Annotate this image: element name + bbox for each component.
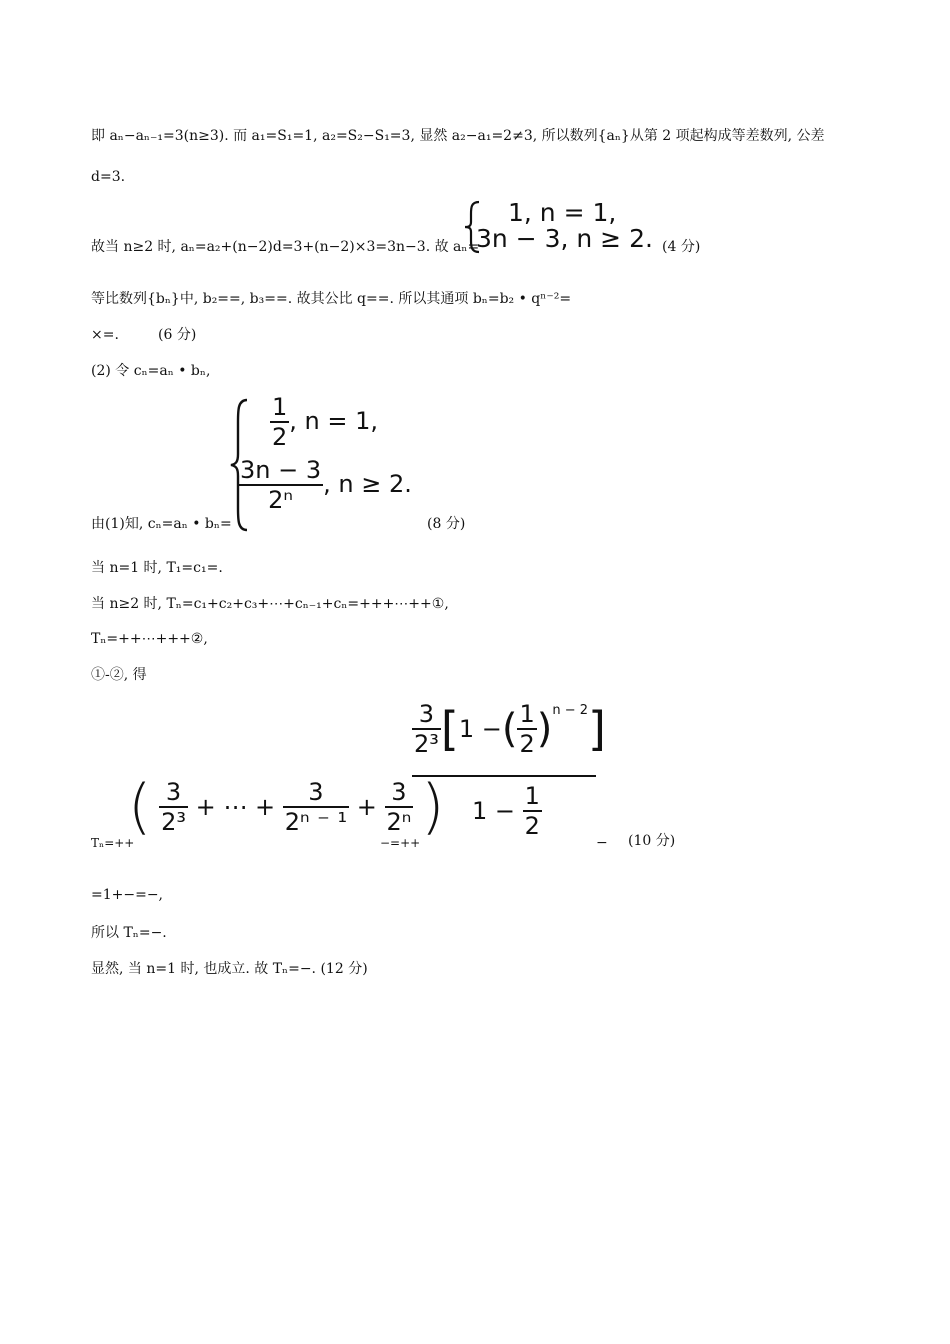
text-line-12a: Tₙ=++	[91, 836, 135, 850]
text-line-6: (2) 令 cₙ=aₙ • bₙ,	[91, 363, 211, 379]
cn-case2-den: 2ⁿ	[238, 484, 323, 514]
geo-denom-num: 1	[524, 782, 540, 810]
sum-bracket-expr	[128, 772, 444, 842]
cn-case1-num: 1	[272, 393, 288, 421]
cn-case1-den: 2	[272, 423, 288, 451]
geo-lparen: (	[501, 706, 518, 752]
geo-half-frac	[517, 700, 536, 758]
cn-case-1	[270, 393, 378, 451]
score-8: (8 分)	[427, 516, 466, 532]
cn-case1-fraction	[270, 393, 289, 451]
right-bracket: ]	[588, 702, 606, 756]
cn-case2-num: 3n − 3	[240, 456, 322, 484]
text-line-7: 由(1)知, cₙ=aₙ • bₙ=	[91, 516, 232, 532]
text-line-1: 即 aₙ−aₙ₋₁=3(n≥3). 而 a₁=S₁=1, a₂=S₂−S₁=3, 显然 a₂−a₁=2≠3, 所以数列{aₙ}从第 2 项起构成等差数列, 公差	[91, 128, 825, 144]
cn-case1-tail: , n = 1,	[289, 407, 379, 435]
geo-numerator	[412, 700, 606, 758]
score-6: (6 分)	[158, 327, 197, 343]
geo-denominator	[472, 782, 542, 840]
sum-plus: +	[356, 793, 377, 821]
right-paren: )	[420, 772, 445, 842]
sum-plus-dots: + ⋯ +	[195, 793, 276, 821]
geo-one-minus: 1 −	[458, 715, 502, 743]
an-case-1: 1, n = 1,	[508, 198, 617, 227]
geo-rparen: )	[536, 706, 553, 752]
text-line-12c: −	[596, 835, 608, 851]
text-line-9: 当 n≥2 时, Tₙ=c₁+c₂+c₃+⋯+cₙ₋₁+cₙ=+++⋯++①,	[91, 596, 449, 612]
left-paren: (	[128, 772, 152, 842]
sum-frac-2	[283, 778, 349, 836]
an-case-2: 3n − 3, n ≥ 2.	[476, 224, 653, 253]
geo-denom-frac	[523, 782, 542, 840]
sum-f3-num: 3	[391, 778, 407, 806]
geo-coef-den: 2³	[414, 730, 439, 758]
text-line-4: 等比数列{bₙ}中, b₂==, b₃==. 故其公比 q==. 所以其通项 bₙ=b₂ • qⁿ⁻²=	[91, 291, 572, 307]
text-line-3: 故当 n≥2 时, aₙ=a₂+(n−2)d=3+(n−2)×3=3n−3. 故 aₙ=	[91, 239, 480, 255]
text-line-12b: −=++	[380, 836, 421, 850]
sum-frac-3	[385, 778, 414, 836]
text-line-13: =1+−=−,	[91, 887, 164, 903]
sum-f2-den: 2ⁿ ⁻ ¹	[284, 808, 348, 836]
geo-main-fraction-bar	[412, 775, 596, 777]
sum-f2-num: 3	[308, 778, 324, 806]
geo-coef-frac	[412, 700, 441, 758]
score-10: (10 分)	[628, 833, 676, 849]
left-bracket: [	[440, 702, 459, 756]
geo-half-den: 2	[519, 730, 535, 758]
text-line-5: ×=.	[91, 327, 119, 343]
geo-denom-den: 2	[524, 812, 540, 840]
cn-case2-tail: , n ≥ 2.	[323, 470, 412, 498]
sum-f1-den: 2³	[161, 808, 186, 836]
cn-case-2	[238, 456, 412, 514]
text-line-8: 当 n=1 时, T₁=c₁=.	[91, 560, 223, 576]
sum-frac-1	[159, 778, 188, 836]
text-line-10: Tₙ=++⋯+++②,	[91, 631, 208, 647]
score-4: (4 分)	[662, 239, 701, 255]
text-line-11: ①-②, 得	[91, 667, 147, 683]
geo-half-num: 1	[519, 700, 535, 728]
cn-case2-fraction	[238, 456, 323, 514]
geo-coef-num: 3	[418, 700, 435, 728]
geo-denom-one-minus: 1 −	[472, 797, 516, 825]
text-line-15: 显然, 当 n=1 时, 也成立. 故 Tₙ=−. (12 分)	[91, 961, 368, 977]
sum-f1-num: 3	[165, 778, 182, 806]
text-line-2: d=3.	[91, 169, 126, 185]
sum-f3-den: 2ⁿ	[386, 808, 412, 836]
geo-exponent: n − 2	[552, 703, 589, 718]
text-line-14: 所以 Tₙ=−.	[91, 925, 167, 941]
